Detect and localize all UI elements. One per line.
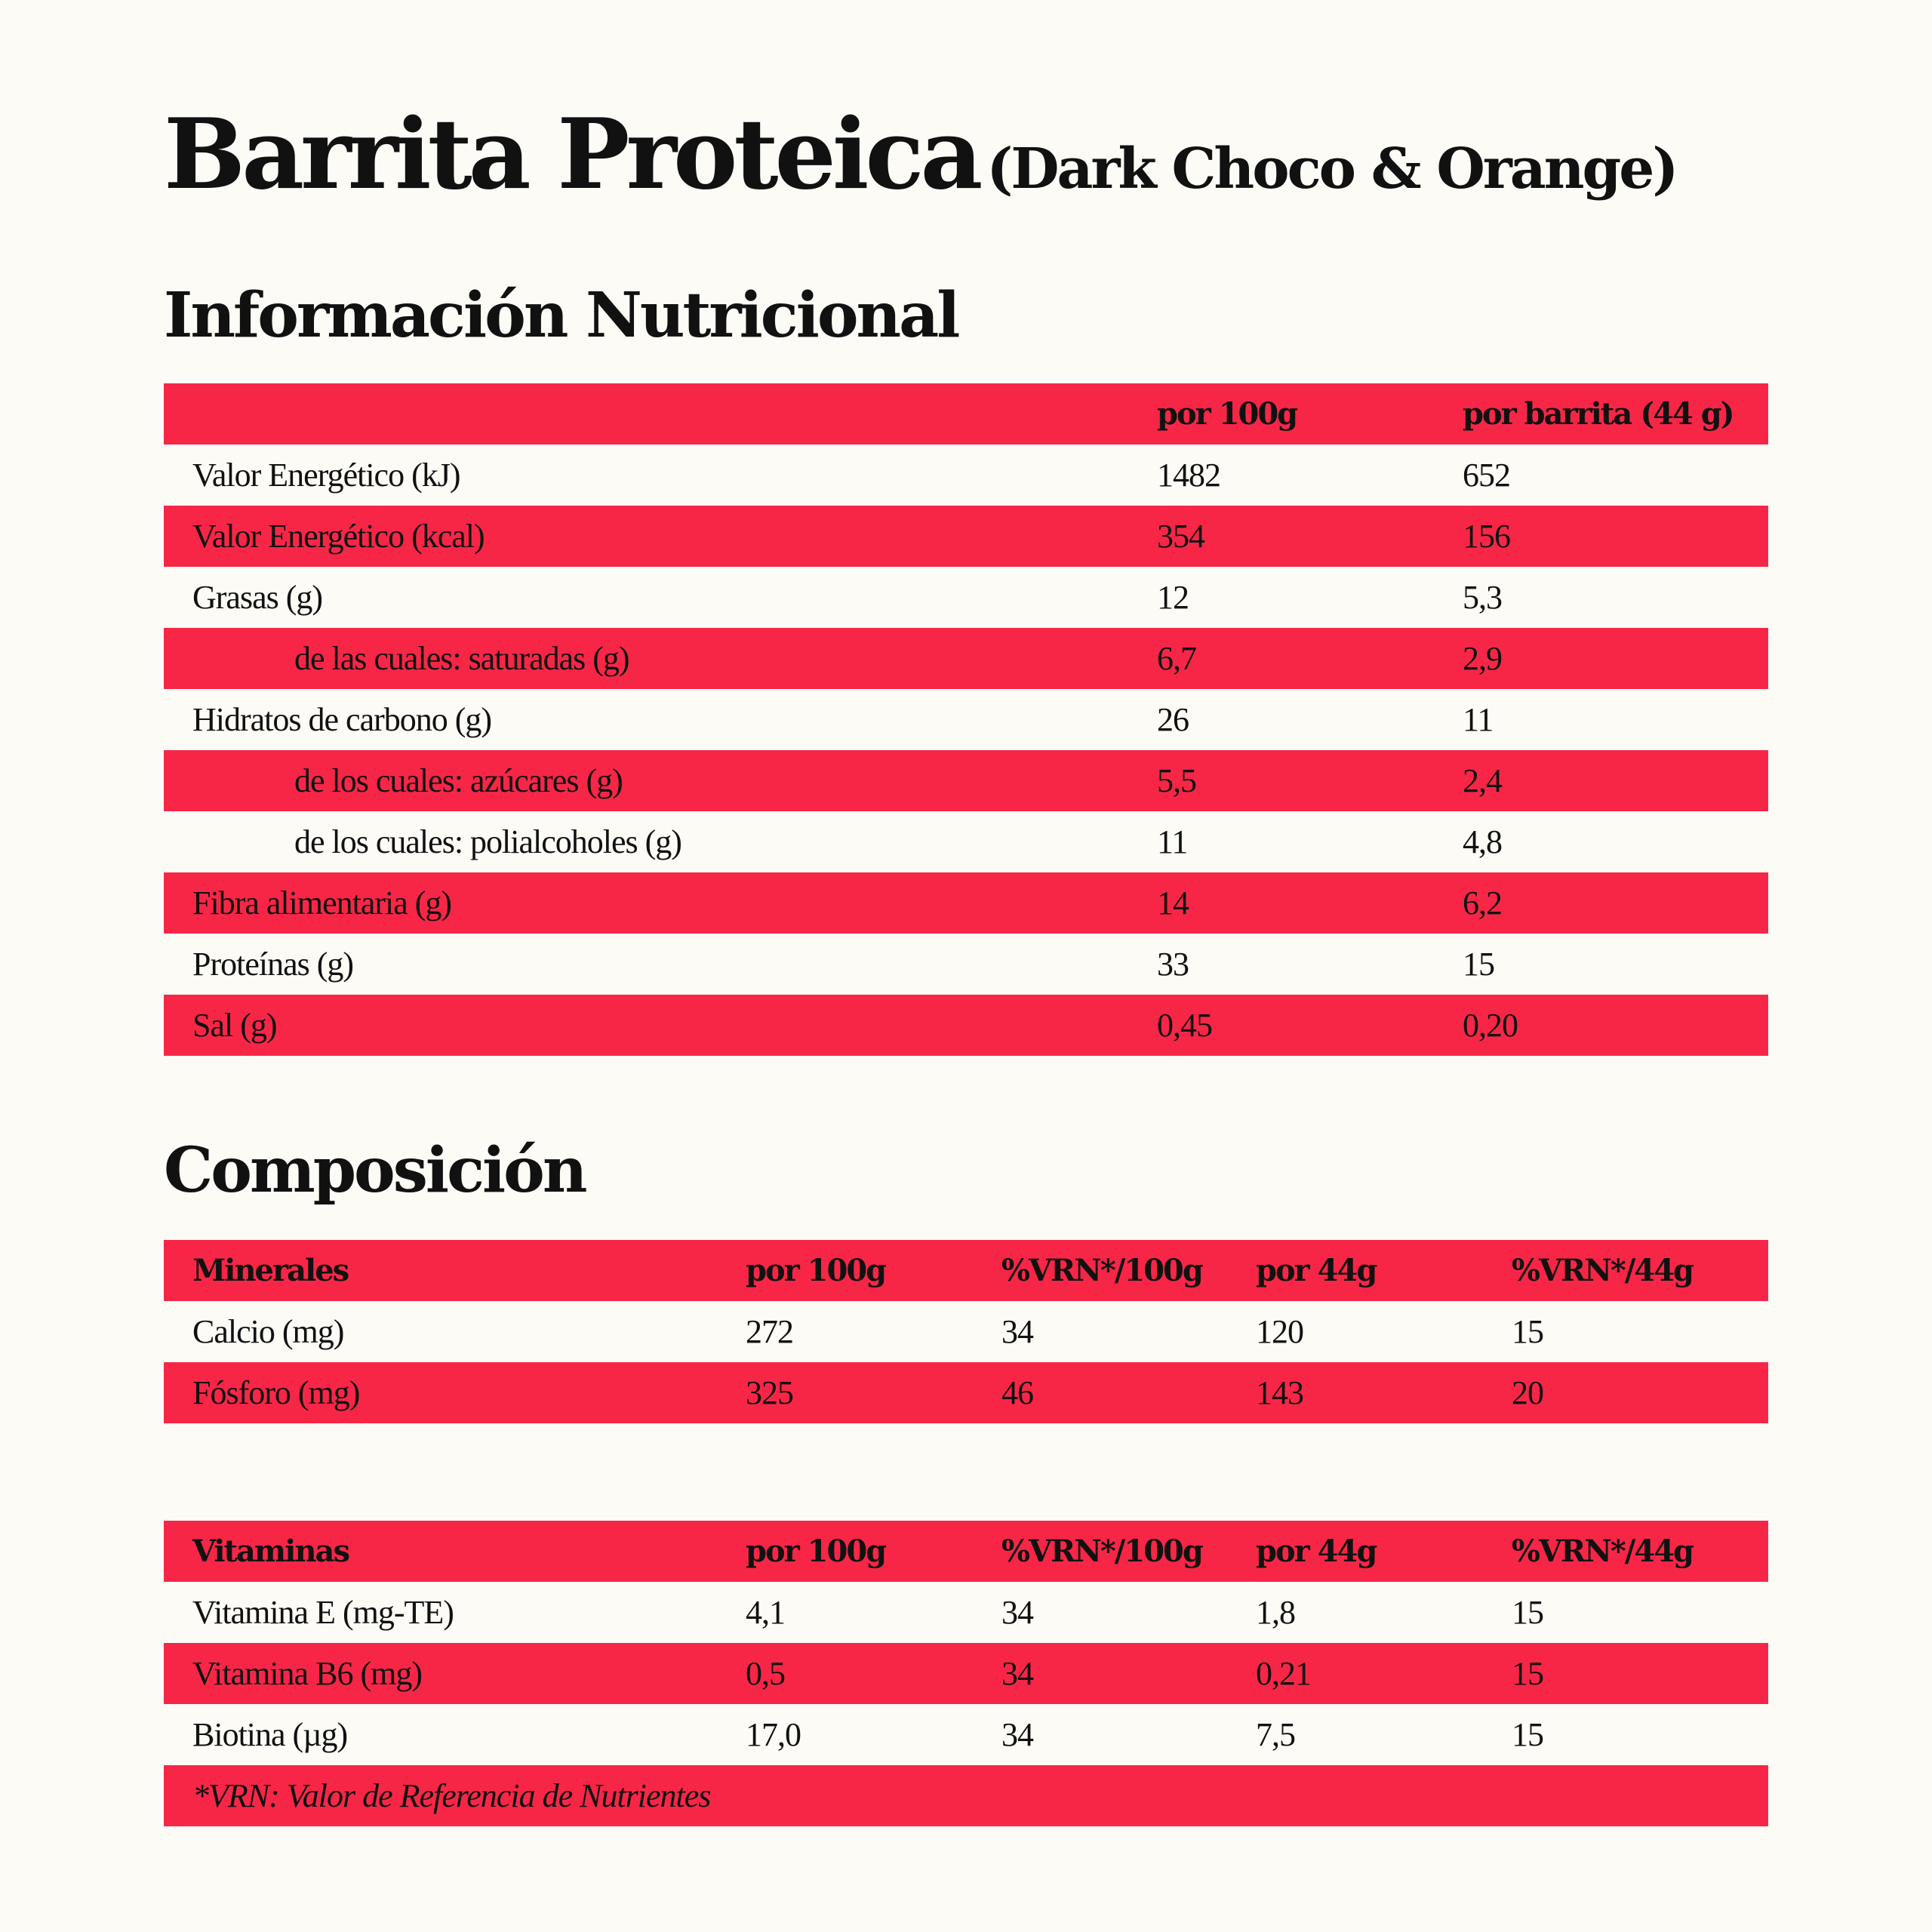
table-row: [164, 1362, 1768, 1423]
table-row: [164, 1301, 1768, 1362]
composition-heading: Composición: [164, 1134, 586, 1207]
nutrient-perbar: 5,3: [1463, 579, 1502, 616]
vitamins-table: [164, 1521, 1768, 1826]
mineral-per44: 143: [1256, 1374, 1303, 1411]
nutrient-label: Sal (g): [192, 1007, 277, 1044]
mineral-name: Fósforo (mg): [192, 1374, 360, 1411]
nutrient-perbar: 2,4: [1463, 762, 1502, 799]
vitamins-col-vrn100: %VRN*/100g: [1001, 1534, 1202, 1569]
nutrition-col-perbar: por barrita (44 g): [1463, 396, 1734, 432]
nutrient-perbar: 2,9: [1463, 640, 1502, 677]
vitamin-per44: 7,5: [1256, 1716, 1295, 1753]
vitamins-col-per100: por 100g: [746, 1534, 886, 1569]
table-row: [164, 567, 1768, 628]
minerals-header-row: [164, 1240, 1768, 1301]
nutrient-label: Valor Energético (kJ): [192, 457, 460, 494]
table-row: [164, 506, 1768, 567]
table-row: [164, 689, 1768, 750]
table-row: [164, 872, 1768, 934]
mineral-vrn100: 46: [1001, 1374, 1033, 1411]
nutrient-per100: 0,45: [1157, 1007, 1212, 1044]
nutrient-per100: 11: [1157, 823, 1188, 860]
vitamin-vrn44: 15: [1512, 1655, 1543, 1692]
nutrient-perbar: 11: [1463, 701, 1494, 738]
nutrient-label: Proteínas (g): [192, 946, 354, 983]
nutrient-perbar: 6,2: [1463, 884, 1502, 921]
vitamins-col-vrn44: %VRN*/44g: [1512, 1534, 1694, 1569]
mineral-per100: 272: [746, 1313, 793, 1350]
table-row: [164, 628, 1768, 689]
product-name: Barrita Proteica: [164, 98, 980, 211]
table-row: [164, 1704, 1768, 1765]
nutrient-perbar: 652: [1463, 457, 1510, 494]
vitamins-col-name: Vitaminas: [192, 1534, 349, 1569]
vitamin-per44: 1,8: [1256, 1594, 1295, 1631]
nutrient-per100: 33: [1157, 946, 1189, 983]
minerals-col-per100: por 100g: [746, 1253, 886, 1288]
vitamin-name: Biotina (µg): [192, 1716, 348, 1753]
minerals-col-name: Minerales: [192, 1253, 349, 1288]
minerals-col-per44: por 44g: [1256, 1253, 1377, 1288]
vitamin-per100: 0,5: [746, 1655, 785, 1692]
table-row: [164, 811, 1768, 872]
mineral-per100: 325: [746, 1374, 793, 1411]
nutrition-heading: Información Nutricional: [164, 279, 958, 352]
minerals-table: [164, 1240, 1768, 1423]
mineral-name: Calcio (mg): [192, 1313, 344, 1350]
nutrient-perbar: 4,8: [1463, 823, 1502, 860]
vitamin-name: Vitamina E (mg-TE): [192, 1594, 454, 1631]
vitamin-vrn44: 15: [1512, 1594, 1543, 1631]
nutrient-label: de las cuales: saturadas (g): [294, 640, 629, 677]
vitamin-per100: 4,1: [746, 1594, 785, 1631]
nutrition-header-row: [164, 383, 1768, 445]
table-row: [164, 445, 1768, 506]
footnote-row: [164, 1765, 1768, 1826]
vrn-footnote: *VRN: Valor de Referencia de Nutrientes: [192, 1777, 711, 1814]
nutrient-per100: 26: [1157, 701, 1189, 738]
nutrient-per100: 1482: [1157, 457, 1220, 494]
nutrient-label: Hidratos de carbono (g): [192, 701, 492, 738]
nutrient-perbar: 15: [1463, 946, 1494, 983]
vitamins-col-per44: por 44g: [1256, 1534, 1377, 1569]
nutrient-label: de los cuales: polialcoholes (g): [294, 823, 681, 860]
vitamin-vrn100: 34: [1001, 1655, 1033, 1692]
minerals-col-vrn44: %VRN*/44g: [1512, 1253, 1694, 1288]
nutrition-col-per100: por 100g: [1157, 396, 1297, 432]
nutrient-label: Valor Energético (kcal): [192, 518, 485, 555]
table-row: [164, 1643, 1768, 1704]
table-row: [164, 1582, 1768, 1643]
table-row: [164, 750, 1768, 811]
nutrient-label: Grasas (g): [192, 579, 323, 616]
table-row: [164, 995, 1768, 1056]
nutrient-per100: 6,7: [1157, 640, 1196, 677]
vitamin-per44: 0,21: [1256, 1655, 1311, 1692]
nutrient-label: Fibra alimentaria (g): [192, 884, 452, 921]
nutrient-perbar: 0,20: [1463, 1007, 1518, 1044]
mineral-vrn44: 20: [1512, 1374, 1543, 1411]
vitamin-vrn100: 34: [1001, 1594, 1033, 1631]
mineral-vrn100: 34: [1001, 1313, 1033, 1350]
mineral-vrn44: 15: [1512, 1313, 1543, 1350]
vitamin-per100: 17,0: [746, 1716, 801, 1753]
nutrient-per100: 14: [1157, 884, 1189, 921]
vitamin-name: Vitamina B6 (mg): [192, 1655, 422, 1692]
product-flavor: (Dark Choco & Orange): [986, 137, 1677, 202]
vitamin-vrn44: 15: [1512, 1716, 1543, 1753]
vitamins-header-row: [164, 1521, 1768, 1582]
vitamin-vrn100: 34: [1001, 1716, 1033, 1753]
mineral-per44: 120: [1256, 1313, 1303, 1350]
nutrient-label: de los cuales: azúcares (g): [294, 762, 623, 799]
nutrient-per100: 5,5: [1157, 762, 1196, 799]
minerals-col-vrn100: %VRN*/100g: [1001, 1253, 1202, 1288]
nutrition-table: [164, 383, 1768, 1056]
nutrient-per100: 12: [1157, 579, 1189, 616]
table-row: [164, 934, 1768, 995]
product-title: [164, 98, 1676, 211]
nutrient-per100: 354: [1157, 518, 1204, 555]
nutrient-perbar: 156: [1463, 518, 1510, 555]
